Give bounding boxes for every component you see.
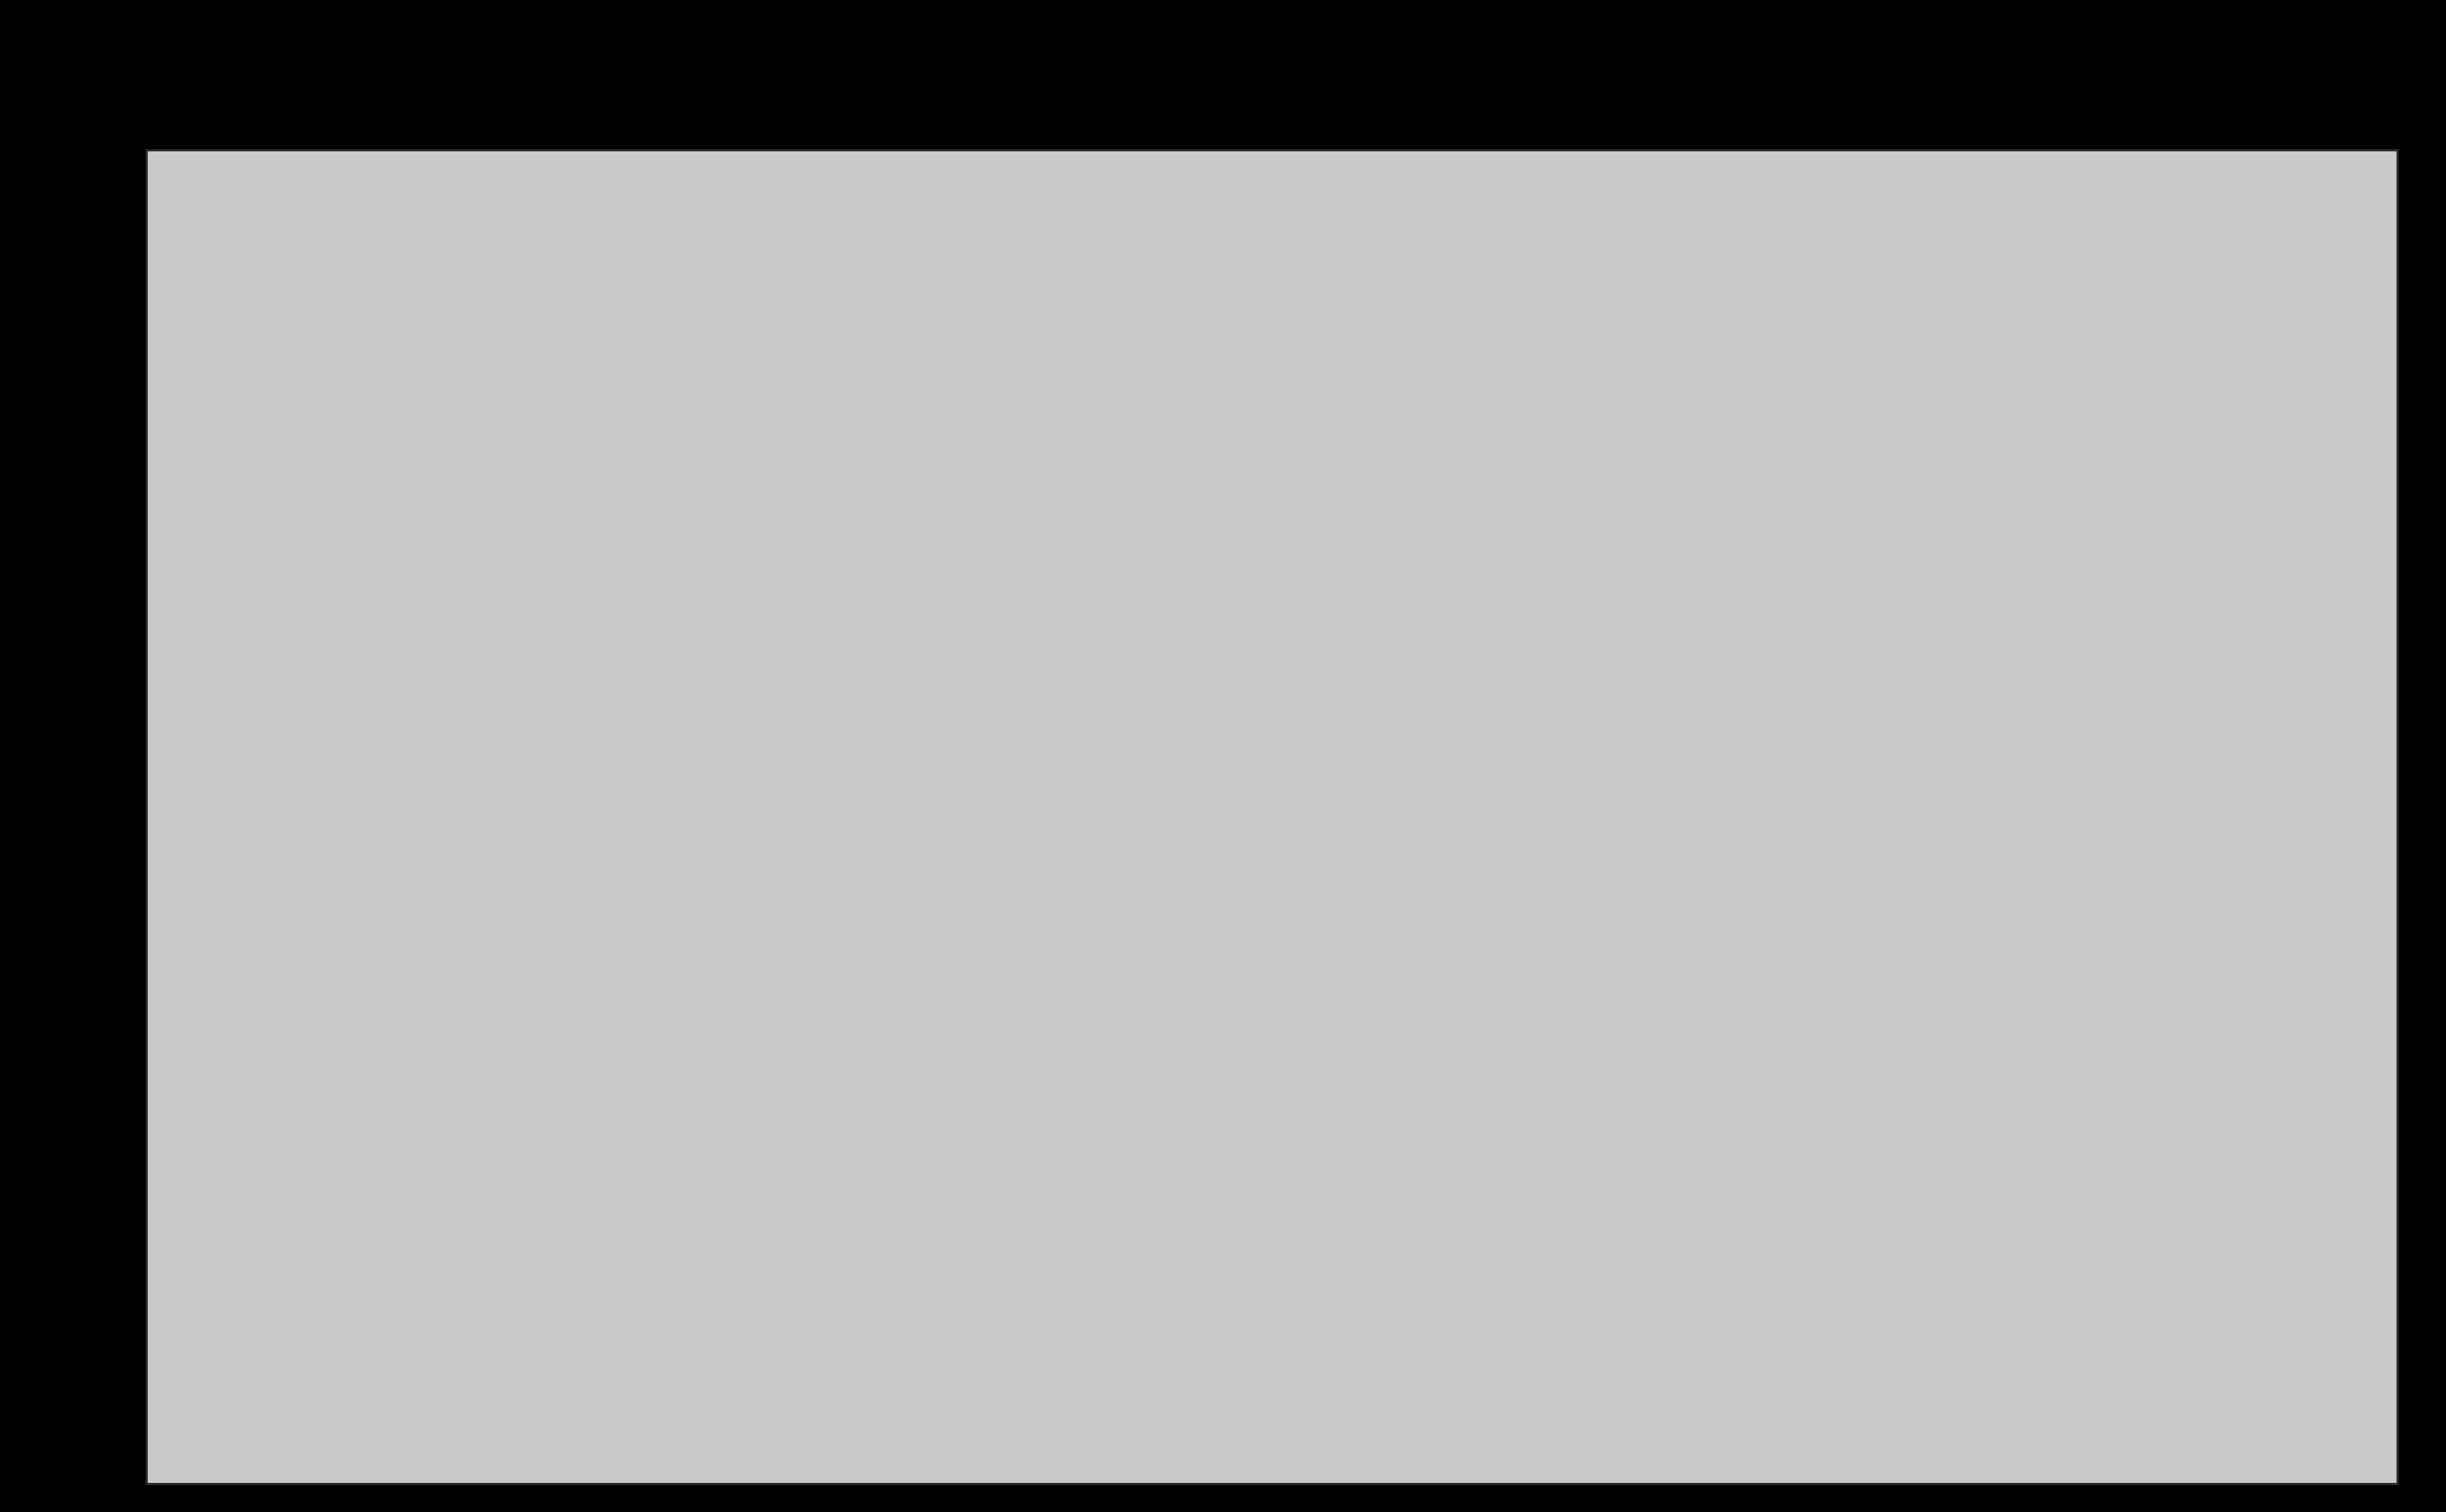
crop-table: [148, 151, 2397, 493]
middle-section: [148, 493, 2397, 988]
lease-table: [148, 988, 2397, 1483]
census-card: [146, 149, 2399, 1485]
